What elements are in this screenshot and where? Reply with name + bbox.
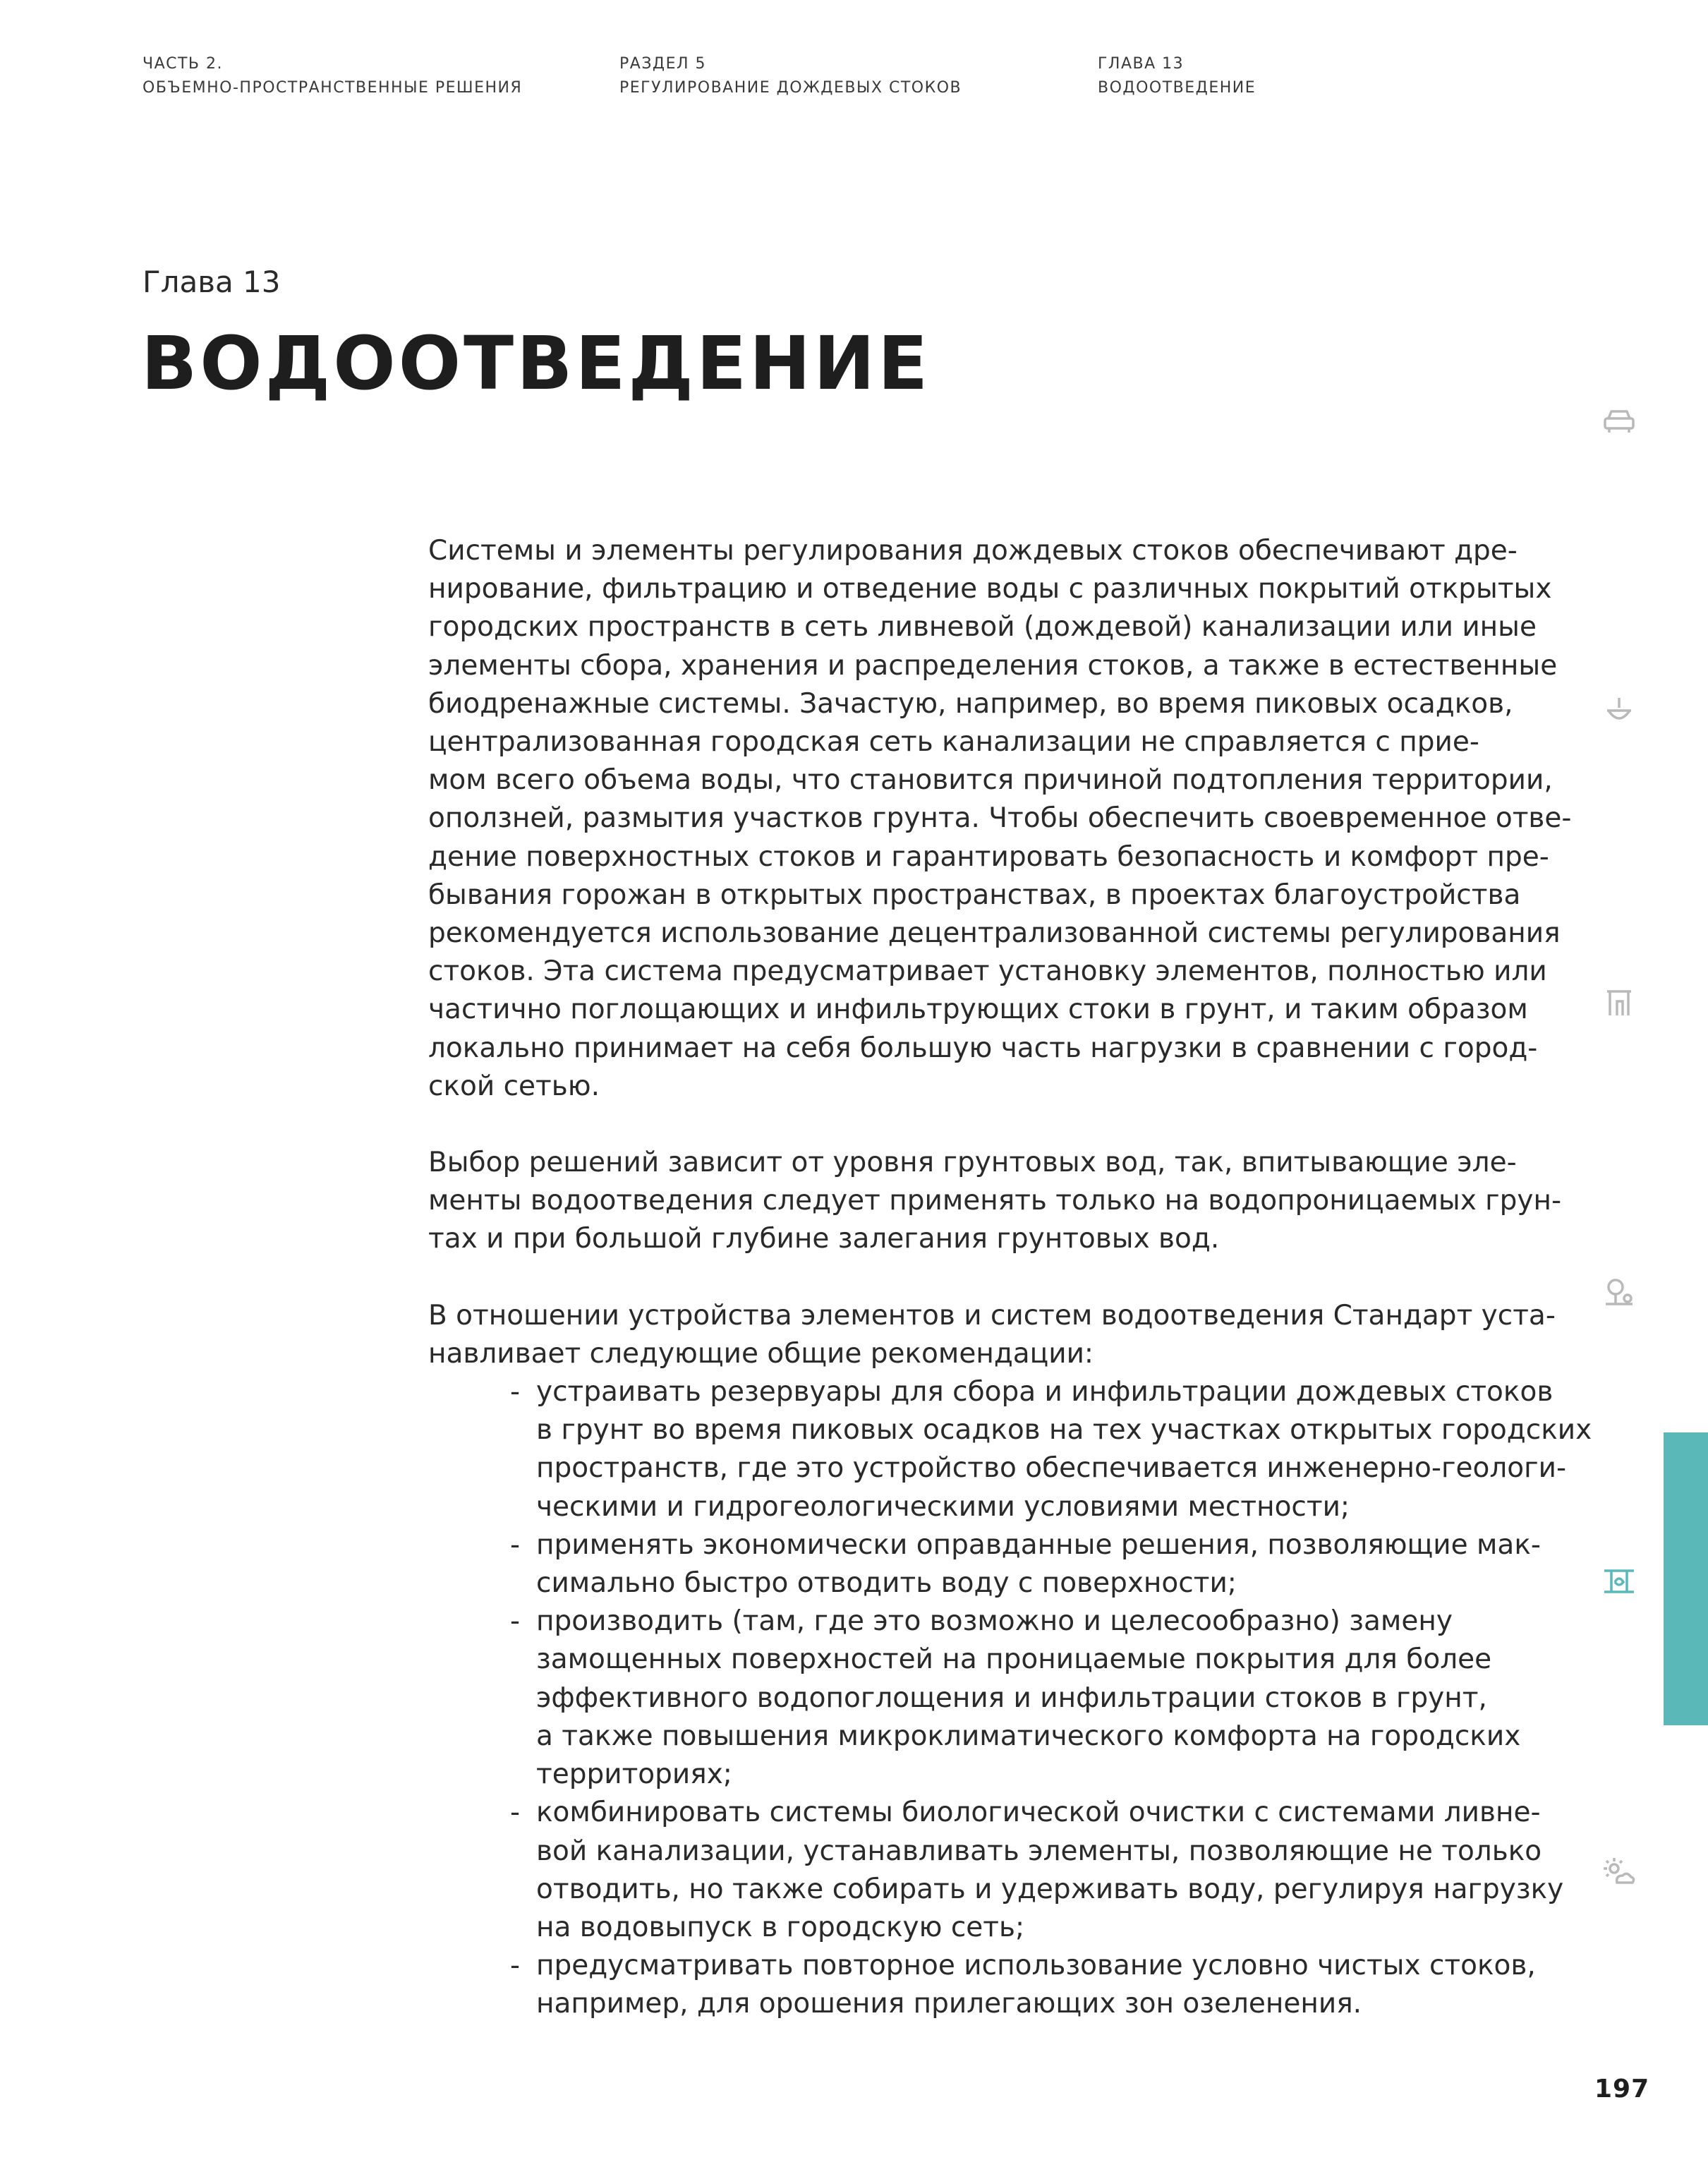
header-chapter [1098, 52, 1256, 100]
list-bullet: - [510, 1528, 521, 1561]
text-line: локально принимает на себя большую часть нагрузки в сравнении с город- [428, 1032, 1538, 1064]
text-line: ческими и гидрогеологическими условиями местности; [536, 1490, 1350, 1523]
text-line: комбинировать системы биологической очистки с системами ливне- [536, 1797, 1541, 1829]
text-line: предусматривать повторное использование условно чистых стоков, [536, 1950, 1536, 1982]
text-line: применять экономически оправданные решения, позволяющие мак- [536, 1528, 1541, 1561]
text-line: вой канализации, устанавливать элементы, позволяющие не только [536, 1835, 1542, 1867]
text-line: производить (там, где это возможно и целесообразно) замену [536, 1605, 1453, 1638]
text-line: стоков. Эта система предусматривает установку элементов, полностью или [428, 955, 1547, 988]
body-text [428, 532, 1592, 2024]
text-line: в грунт во время пиковых осадков на тех участках открытых городских [536, 1414, 1592, 1447]
building-icon[interactable] [1601, 986, 1637, 1018]
recommendations-list [428, 1373, 1592, 2023]
text-line: рекомендуется использование децентрализованной системы регулирования [428, 917, 1561, 950]
text-line: биодренажные системы. Зачастую, например, во время пиковых осадков, [428, 687, 1513, 720]
text-line: нирование, фильтрацию и отведение воды с различных покрытий открытых [428, 573, 1552, 605]
sun-cloud-icon[interactable] [1601, 1856, 1637, 1888]
text-line: оползней, размытия участков грунта. Чтобы обеспечить своевременное отве- [428, 802, 1572, 835]
paragraph-3 [428, 1297, 1557, 1373]
header-part-number: ЧАСТЬ 2. [143, 55, 224, 73]
text-line: Выбор решений зависит от уровня грунтовых вод, так, впитывающие эле- [428, 1147, 1517, 1179]
header-section-title: РЕГУЛИРОВАНИЕ ДОЖДЕВЫХ СТОКОВ [619, 79, 962, 97]
text-line: например, для орошения прилегающих зон озеленения. [536, 1988, 1362, 2020]
text-line: пространств, где это устройство обеспечивается инженерно-геологи- [536, 1452, 1567, 1485]
text-line: мом всего объема воды, что становится причиной подтопления территории, [428, 764, 1553, 797]
header-section-number: РАЗДЕЛ 5 [619, 55, 707, 73]
text-line: замощенных поверхностей на проницаемые покрытия для более [536, 1643, 1492, 1676]
list-item [428, 1373, 1592, 1526]
text-line: В отношении устройства элементов и систем водоотведения Стандарт уста- [428, 1299, 1556, 1332]
list-bullet: - [510, 1797, 521, 1829]
header-part [143, 52, 522, 100]
list-item [428, 1947, 1557, 2023]
text-line: отводить, но также собирать и удерживать воду, регулируя нагрузку [536, 1873, 1564, 1905]
list-bullet: - [510, 1376, 521, 1408]
paragraph-2 [428, 1144, 1562, 1259]
text-line: дение поверхностных стоков и гарантировать безопасность и комфорт пре- [428, 840, 1549, 873]
text-line: менты водоотведения следует применять только на водопроницаемых грун- [428, 1185, 1562, 1217]
text-line: ской сетью. [428, 1070, 600, 1102]
text-line: устраивать резервуары для сбора и инфильтрации дождевых стоков [536, 1376, 1553, 1408]
drainage-icon[interactable] [1601, 1565, 1637, 1598]
page-title: ВОДООТВЕДЕНИЕ [141, 320, 931, 406]
text-line: на водовыпуск в городскую сеть; [536, 1911, 1025, 1943]
tree-icon[interactable] [1601, 1276, 1637, 1308]
page-number: 197 [1594, 2075, 1650, 2103]
car-icon[interactable] [1601, 404, 1637, 437]
list-item [428, 1794, 1564, 1947]
list-item [428, 1526, 1557, 1602]
text-line: территориях; [536, 1758, 732, 1791]
text-line: бывания горожан в открытых пространствах, в проектах благоустройства [428, 879, 1521, 911]
list-item [428, 1602, 1557, 1794]
text-line: эффективного водопоглощения и инфильтрации стоков в грунт, [536, 1682, 1487, 1714]
text-line: а также повышения микроклиматического комфорта на городских [536, 1720, 1521, 1752]
fountain-icon[interactable] [1601, 695, 1637, 728]
header-part-title: ОБЪЕМНО-ПРОСТРАНСТВЕННЫЕ РЕШЕНИЯ [143, 79, 523, 97]
header-section [619, 52, 962, 100]
text-line: элементы сбора, хранения и распределения стоков, а также в естественные [428, 649, 1558, 682]
text-line: навливает следующие общие рекомендации: [428, 1337, 1094, 1370]
text-line: частично поглощающих и инфильтрующих стоки в грунт, и таким образом [428, 994, 1528, 1026]
text-line: тах и при большой глубине залегания грунтовых вод. [428, 1223, 1220, 1255]
list-bullet: - [510, 1950, 521, 1982]
text-line: городских пространств в сеть ливневой (дождевой) канализации или иные [428, 611, 1537, 644]
text-line: централизованная городская сеть канализации не справляется с прие- [428, 726, 1479, 759]
header-chapter-title: ВОДООТВЕДЕНИЕ [1098, 79, 1256, 97]
text-line: Системы и элементы регулирования дождевых стоков обеспечивают дре- [428, 535, 1518, 567]
chapter-label: Глава 13 [143, 265, 281, 299]
list-bullet: - [510, 1605, 521, 1638]
header-chapter-number: ГЛАВА 13 [1098, 55, 1185, 73]
paragraph-1 [428, 532, 1572, 1106]
active-section-tab[interactable] [1664, 1432, 1708, 1725]
text-line: симально быстро отводить воду с поверхности; [536, 1567, 1237, 1600]
